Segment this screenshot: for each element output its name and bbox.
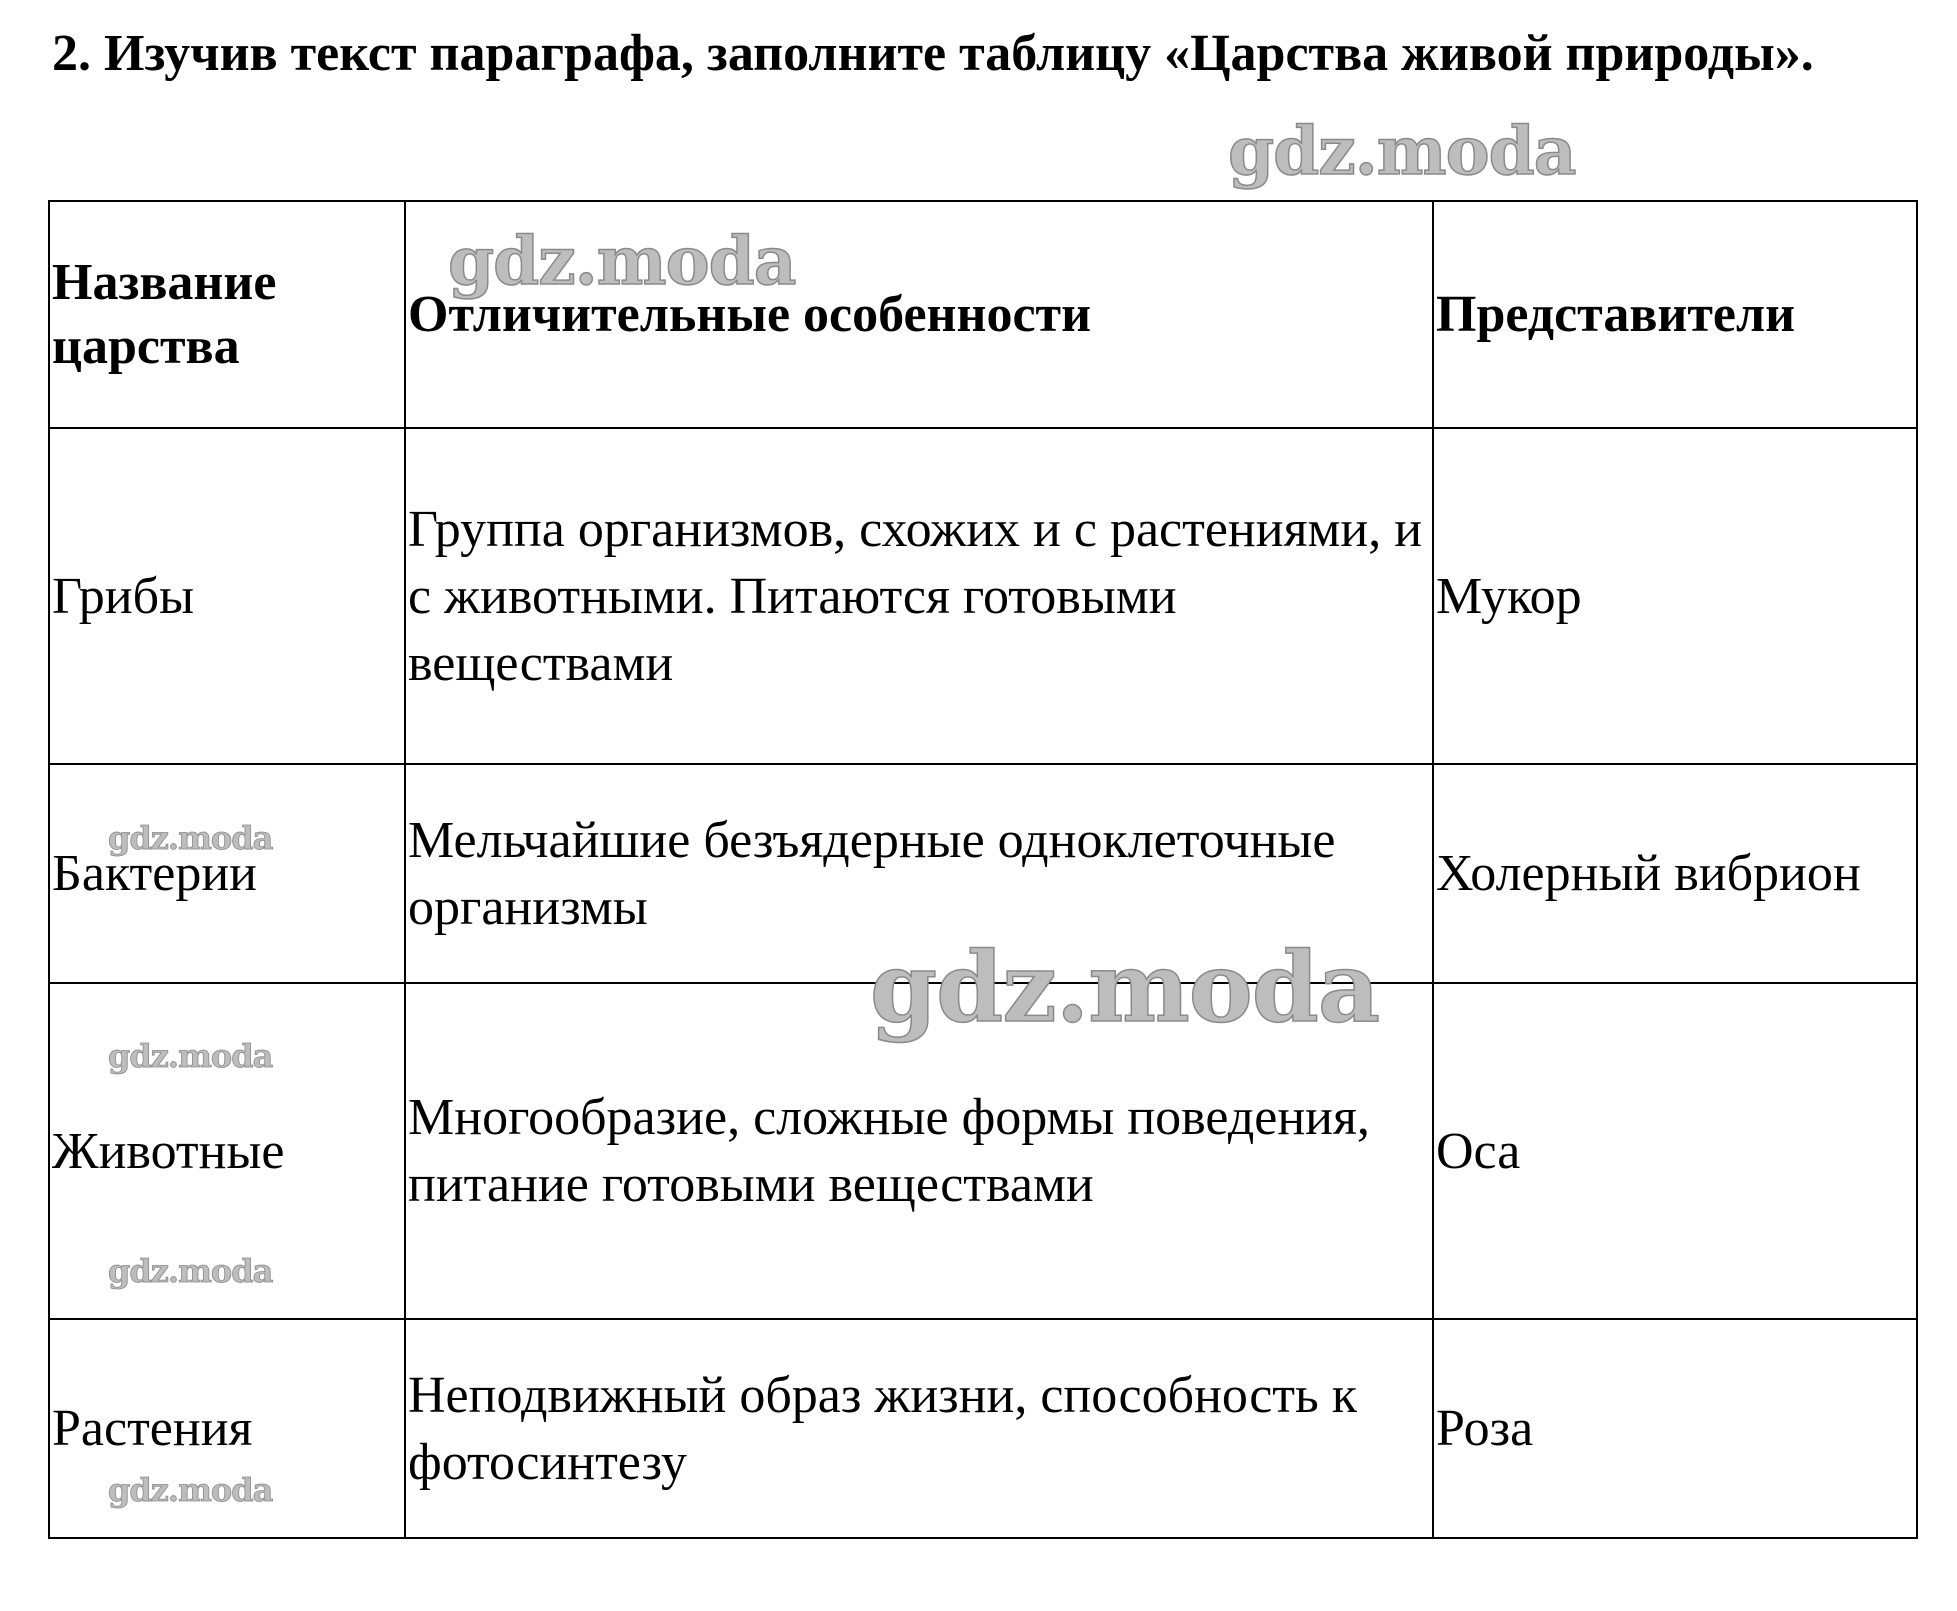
kingdom-cell: Растения	[49, 1319, 405, 1538]
table-row	[49, 764, 1917, 983]
features-cell: Многообразие, сложные формы поведения, питание готовыми веществами	[405, 983, 1433, 1319]
table-row	[49, 428, 1917, 764]
table-row	[49, 983, 1917, 1319]
watermark: gdz.moda	[1228, 112, 1576, 190]
representatives-cell: Роза	[1433, 1319, 1917, 1538]
kingdoms-table	[48, 200, 1918, 1539]
representatives-cell: Оса	[1433, 983, 1917, 1319]
representatives-cell: Мукор	[1433, 428, 1917, 764]
features-cell: Неподвижный образ жизни, способность к фотосинтезу	[405, 1319, 1433, 1538]
task-title: 2. Изучив текст параграфа, заполните таблицу «Царства живой природы».	[52, 25, 1814, 82]
representatives-cell: Холерный вибрион	[1433, 764, 1917, 983]
table-header-row	[49, 201, 1917, 428]
features-cell: Мельчайшие безъядерные одноклеточные организмы	[405, 764, 1433, 983]
kingdom-cell: Бактерии	[49, 764, 405, 983]
watermark: gdz.moda	[108, 819, 273, 857]
watermark: gdz.moda	[448, 222, 796, 300]
kingdom-cell: Животные	[49, 983, 405, 1319]
header-kingdom-name: Название царства	[49, 201, 405, 428]
header-representatives: Представители	[1433, 201, 1917, 428]
watermark: gdz.moda	[108, 1471, 273, 1509]
watermark: gdz.moda	[870, 931, 1380, 1044]
kingdom-cell: Грибы	[49, 428, 405, 764]
watermark: gdz.moda	[108, 1252, 273, 1290]
header-features: Отличительные особенности	[405, 201, 1433, 428]
watermark: gdz.moda	[108, 1037, 273, 1075]
table-row	[49, 1319, 1917, 1538]
features-cell: Группа организмов, схожих и с растениями, и с животными. Питаются готовыми веществами	[405, 428, 1433, 764]
